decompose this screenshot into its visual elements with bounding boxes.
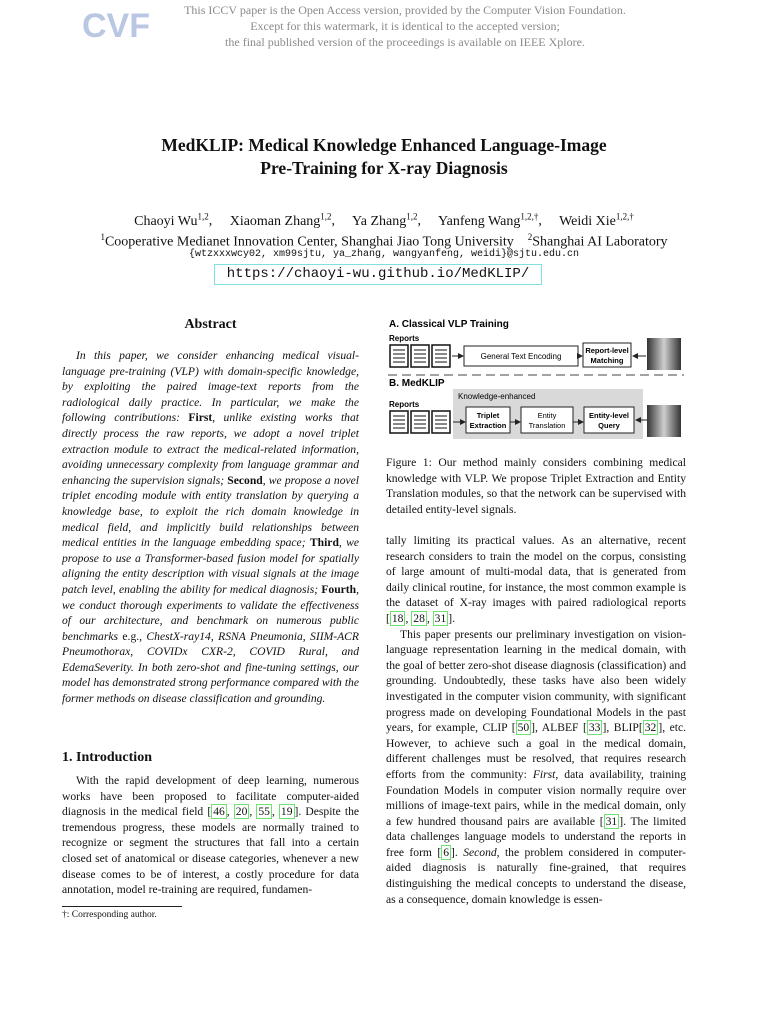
author: Xiaoman Zhang$^{1,2}$ bbox=[229, 211, 332, 229]
svg-text:Query: Query bbox=[598, 421, 620, 430]
svg-text:Translation: Translation bbox=[528, 421, 566, 430]
svg-text:Matching: Matching bbox=[590, 356, 624, 365]
svg-text:Entity-level: Entity-level bbox=[588, 411, 630, 420]
citation-link[interactable]: 50 bbox=[517, 721, 530, 735]
citation-link[interactable]: 18 bbox=[391, 611, 404, 625]
citation-link[interactable]: 46 bbox=[213, 805, 225, 819]
xray-image-icon bbox=[647, 338, 681, 370]
xray-image-icon bbox=[647, 405, 681, 437]
author: Chaoyi Wu$^{1,2}$ bbox=[134, 211, 209, 229]
citation-link[interactable]: 19 bbox=[280, 805, 293, 819]
open-access-watermark bbox=[160, 2, 650, 50]
left-column bbox=[62, 316, 359, 707]
affiliation-1: Cooperative Medianet Innovation Center, Shanghai Jiao Tong University bbox=[104, 234, 514, 250]
figure-a-title: A. Classical VLP Training bbox=[389, 319, 509, 330]
right-column bbox=[386, 533, 686, 907]
knowledge-enhanced-label: Knowledge-enhanced bbox=[458, 392, 536, 401]
abstract-heading: Abstract bbox=[184, 317, 237, 332]
report-doc-icon bbox=[390, 411, 450, 433]
body-paragraph: tally limiting its practical values. As an alternative, recent research considers to train the model on the corpus, consisting of large amount of multi-modal data, that is generated from daily clinical routine, for instance, the most common example is the dataset of X-ray images with paired radiological reports [ 18 , 28 , 31 ]. bbox=[386, 534, 686, 625]
affiliations: $^1$Cooperative Medianet Innovation Center, Shanghai Jiao Tong University $^2$Shanghai AI Laboratory bbox=[100, 232, 668, 250]
citation-link[interactable]: 32 bbox=[644, 721, 657, 735]
citation-link[interactable]: 31 bbox=[605, 814, 618, 828]
paper-title bbox=[60, 134, 708, 180]
svg-text:Triplet: Triplet bbox=[476, 411, 500, 420]
citation-link[interactable]: 28 bbox=[413, 611, 425, 625]
author-emails: {wtzxxxwcy02, xm99sjtu, ya_zhang, wangyanfeng, weidi}@sjtu.edu.cn bbox=[188, 249, 580, 260]
report-doc-icon bbox=[390, 345, 450, 367]
citation-link[interactable]: 55 bbox=[258, 805, 270, 819]
citation-link[interactable]: 31 bbox=[434, 611, 447, 625]
general-text-encoding-label: General Text Encoding bbox=[480, 352, 562, 361]
author: Weidi Xie$^{1,2,\dagger}$ bbox=[559, 211, 634, 229]
svg-text:Report-level: Report-level bbox=[585, 346, 629, 355]
figure-b-reports-label: Reports bbox=[389, 400, 420, 409]
project-url-link[interactable]: https://chaoyi-wu.github.io/MedKLIP/ bbox=[214, 264, 542, 285]
introduction-heading: 1. Introduction bbox=[62, 750, 152, 765]
watermark-line-2: Except for this watermark, it is identical to the accepted version; bbox=[250, 19, 560, 33]
watermark-line-1: This ICCV paper is the Open Access version, provided by the Computer Vision Foundation. bbox=[184, 3, 626, 17]
figure-b-title: B. MedKLIP bbox=[389, 378, 445, 389]
affiliation-2: Shanghai AI Laboratory bbox=[532, 234, 668, 250]
citation-link[interactable]: 20 bbox=[235, 805, 248, 819]
author: Ya Zhang$^{1,2}$ bbox=[352, 211, 418, 229]
introduction-paragraph: With the rapid development of deep learning, numerous works have been proposed to facilitate computer-aided diagnosis in the medical field [ 46 , 20 , 55 , 19 ]. Despite the tremendous progress, these models are normally trained to recognize or segment the structures that fall into a certain closed set of anatomical or disease categories, whenever a new disease comes to be of interest, a costly procedure for data annotation, model re-training are required, fundamen- bbox=[62, 774, 360, 897]
introduction-section bbox=[62, 749, 359, 898]
watermark-line-3: the final published version of the proceedings is available on IEEE Xplore. bbox=[225, 35, 585, 49]
citation-link[interactable]: 6 bbox=[443, 845, 450, 859]
title-line-1: MedKLIP: Medical Knowledge Enhanced Language-Image bbox=[161, 135, 607, 155]
footnote: †: Corresponding author. bbox=[62, 910, 157, 920]
abstract-text: In this paper, we consider enhancing medical visual-language pre-training (VLP) with domain-specific knowledge, by exploiting the paired image-text reports from the radiological daily practice. In particular, we make the following contributions: First, unlike existing works that directly process the raw reports, we adopt a novel triplet extraction module to extract the medical-related information, avoiding unnecessary complexity from language grammar and enhancing the supervision signals; Second, we propose a novel triplet encoding module with entity translation by querying a knowledge base, to exploit the rich domain knowledge in medical field, and implicitly build relationships between medical entities in the language embedding space; Third, we propose to use a Transformer-based fusion model for spatially aligning the entity description with visual signals at the image patch level, enabling the ability for medical diagnosis; Fourth, we conduct thorough experiments to validate the effectiveness of our architecture, and benchmark on numerous public benchmarks e.g., ChestX-ray14, RSNA Pneumonia, SIIM-ACR Pneumothorax, COVIDx CXR-2, COVID Rural, and EdemaSeverity. In both zero-shot and fine-tuning settings, our model has demonstrated strong performance compared with the former methods on disease classification and grounding. bbox=[62, 349, 359, 706]
author: Yanfeng Wang$^{1,2,\dagger}$ bbox=[437, 211, 539, 229]
svg-text:Entity: Entity bbox=[537, 411, 557, 420]
cvf-logo bbox=[82, 6, 150, 45]
figure-1-caption: Figure 1: Our method mainly considers combining medical knowledge with VLP. We propose Triplet Extraction and Entity Translation modules, so that the network can be supervised with detailed entity-level signals. bbox=[386, 456, 686, 516]
author-list: Chaoyi Wu$^{1,2}$, Xiaoman Zhang$^{1,2}$, Ya Zhang$^{1,2}$, Yanfeng Wang$^{1,2,\dagger}$, Weidi Xie$^{1,2,\dagger}$ bbox=[134, 211, 634, 229]
footnote-rule bbox=[62, 906, 182, 907]
citation-link[interactable]: 33 bbox=[588, 721, 601, 735]
cvf-logo-text: CVF bbox=[82, 7, 150, 45]
body-paragraph: This paper presents our preliminary investigation on vision-language representation learning in the medical domain, with the goal of better zero-shot disease diagnosis (classification) and grounding. Undoubtedly, these tasks have also been widely investigated in the computer vision community, with significant progress made on developing Foundational Models in the past years, for example, CLIP [ 50 ], ALBEF [ 33 ], BLIP[ 32 ], etc. However, to achieve such a goal in the medical domain, different challenges must be resolved, that requires research efforts from the community: First, data availability, training Foundation Models in computer vision normally require over millions of image-text pairs, while in the medical domain, only a few hundred thousand pairs are available [ 31 ]. The limited data challenges language models to understand the reports in free form [ 6 ]. Second, the problem considered in computer-aided diagnosis is naturally fine-grained, that requires distinguishing the medical concepts to understand the disease, as a consequence, domain knowledge is essen- bbox=[386, 627, 686, 906]
title-line-2: Pre-Training for X-ray Diagnosis bbox=[260, 158, 508, 178]
svg-text:Extraction: Extraction bbox=[469, 421, 507, 430]
figure-a-reports-label: Reports bbox=[389, 334, 420, 343]
figure-1-diagram bbox=[386, 313, 686, 453]
